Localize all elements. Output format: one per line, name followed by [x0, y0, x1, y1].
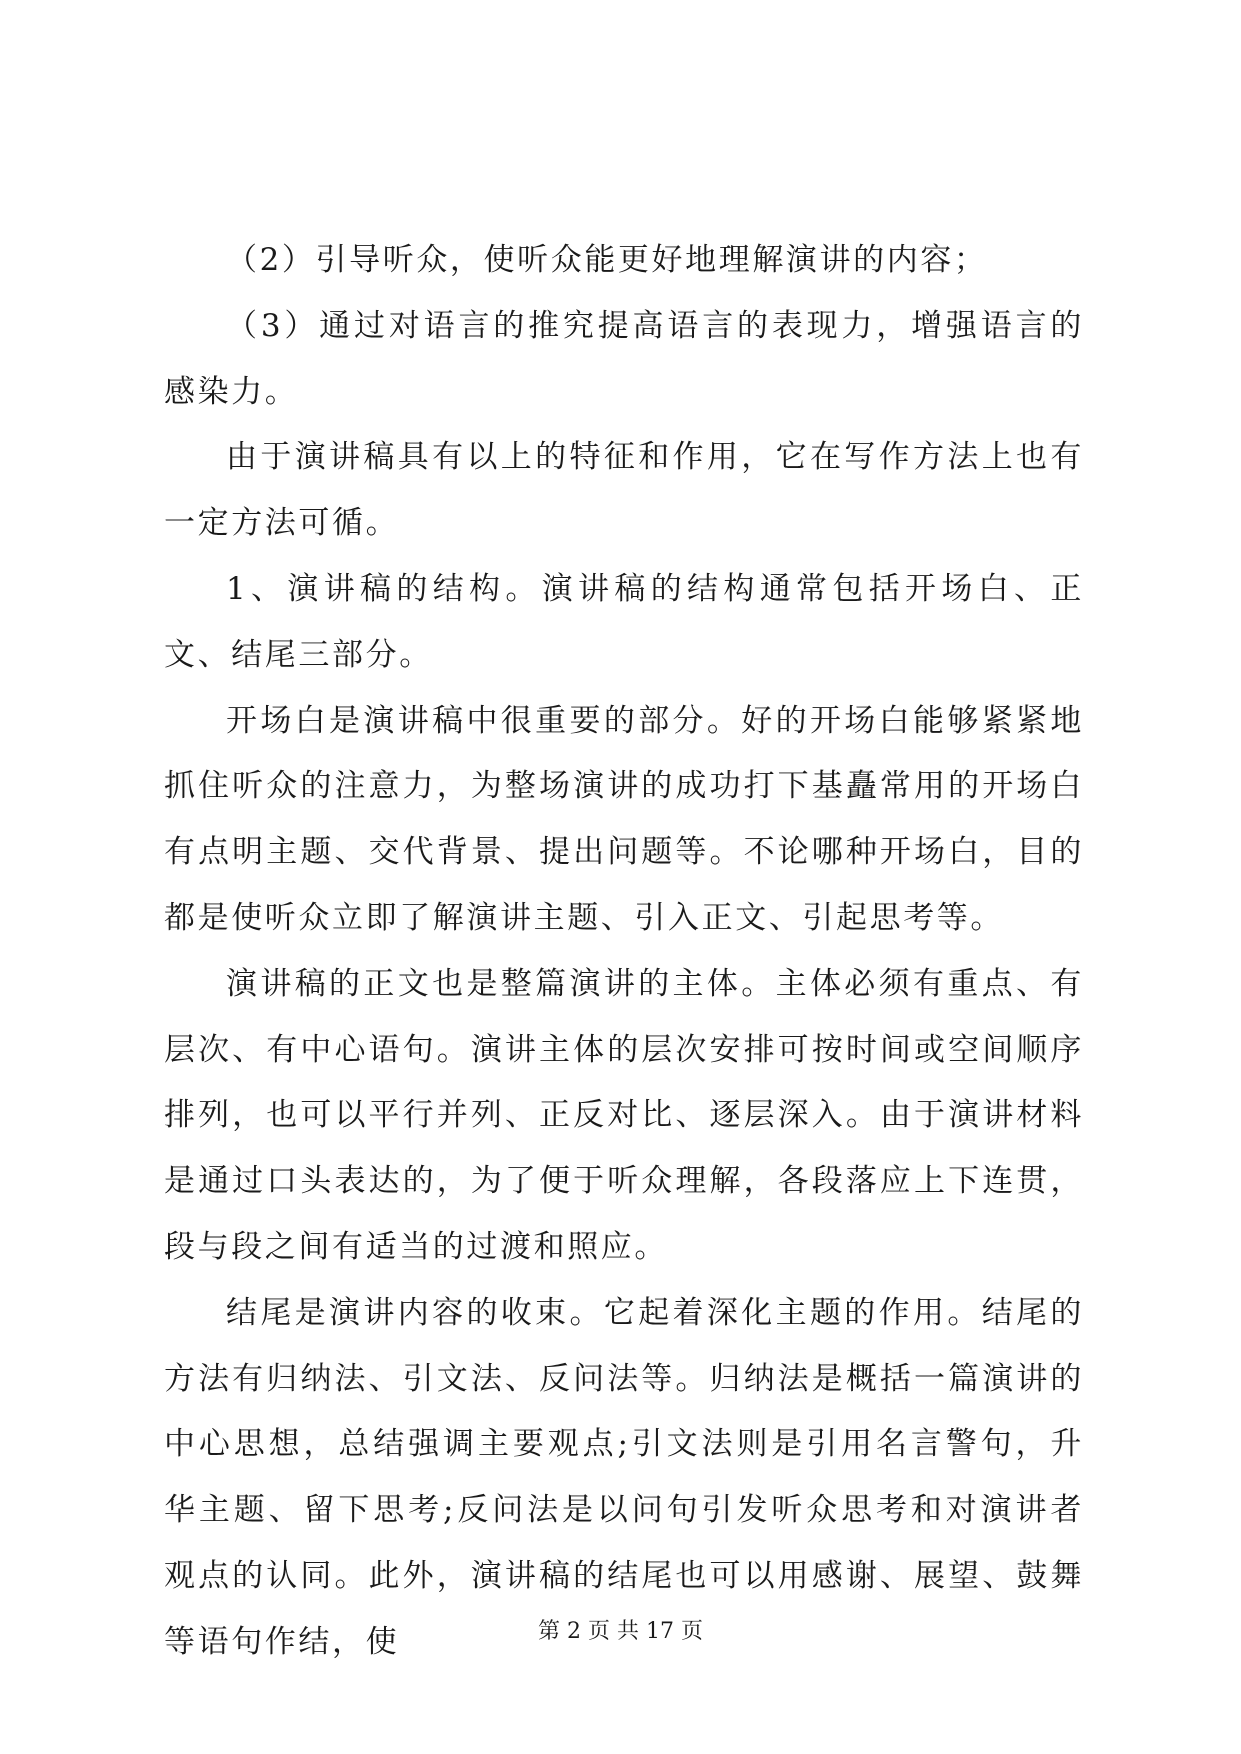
paragraph: 1、演讲稿的结构。演讲稿的结构通常包括开场白、正文、结尾三部分。: [164, 570, 1084, 673]
page-number-footer: 第 2 页 共 17 页: [538, 1619, 703, 1644]
paragraph: 开场白是演讲稿中很重要的部分。好的开场白能够紧紧地抓住听众的注意力，为整场演讲的成功打下基矗常用的开场白有点明主题、交代背景、提出问题等。不论哪种开场白，目的都是使听众立即了解演讲主题、引入正文、引起思考等。: [164, 702, 1084, 936]
document-body: [164, 228, 1084, 1676]
paragraph: 结尾是演讲内容的收束。它起着深化主题的作用。结尾的方法有归纳法、引文法、反问法等。归纳法是概括一篇演讲的中心思想，总结强调主要观点;引文法则是引用名言警句，升华主题、留下思考;反问法是以问句引发听众思考和对演讲者观点的认同。此外，演讲稿的结尾也可以用感谢、展望、鼓舞等语句作结，使: [164, 1294, 1084, 1660]
paragraph: （3）通过对语言的推究提高语言的表现力，增强语言的感染力。: [164, 307, 1084, 410]
paragraph: 由于演讲稿具有以上的特征和作用，它在写作方法上也有一定方法可循。: [164, 439, 1084, 542]
paragraph: 演讲稿的正文也是整篇演讲的主体。主体必须有重点、有层次、有中心语句。演讲主体的层次安排可按时间或空间顺序排列，也可以平行并列、正反对比、逐层深入。由于演讲材料是通过口头表达的，为了便于听众理解，各段落应上下连贯，段与段之间有适当的过渡和照应。: [164, 965, 1084, 1265]
paragraph: （2）引导听众，使听众能更好地理解演讲的内容；: [226, 242, 988, 278]
